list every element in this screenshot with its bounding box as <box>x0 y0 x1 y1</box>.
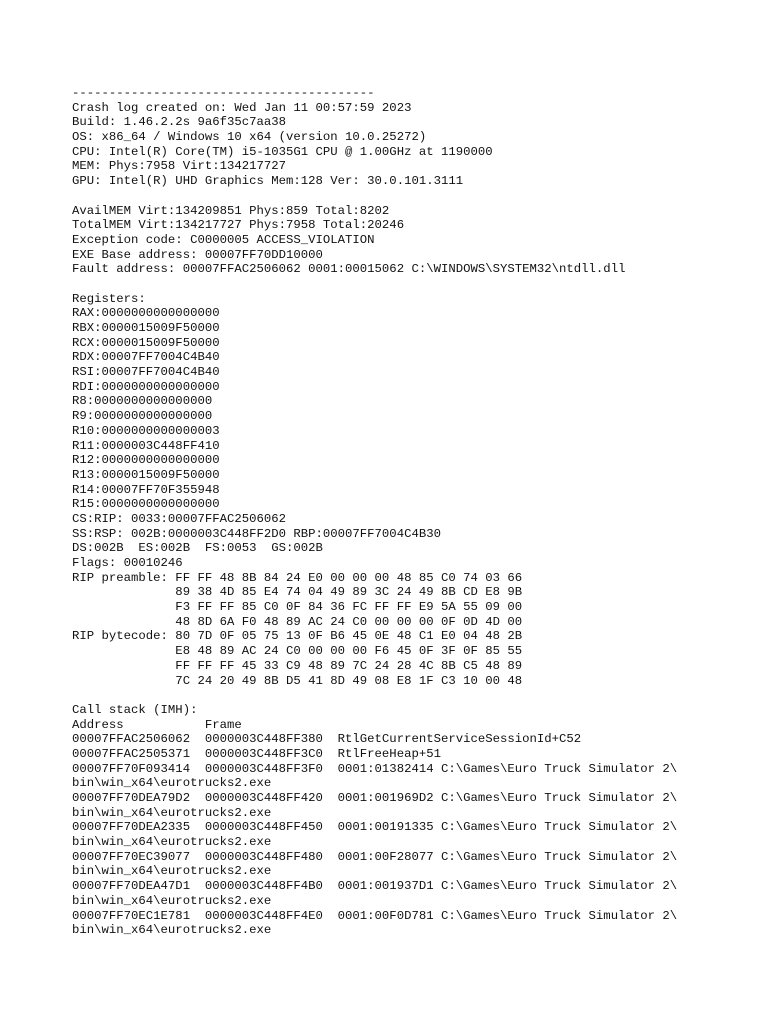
log-call-stack-path: bin\win_x64\eurotrucks2.exe <box>72 835 272 850</box>
log-separator: ----------------------------------------- <box>72 86 375 100</box>
log-gpu-line: GPU: Intel(R) UHD Graphics Mem:128 Ver: 30.0.101.3111 <box>72 174 464 189</box>
log-rip-bytecode-line: FF FF FF 45 33 C9 48 89 7C 24 28 4C 8B C5 48 89 <box>72 658 523 673</box>
log-register-line: R8:0000000000000000 <box>72 394 213 409</box>
log-os-line: OS: x86_64 / Windows 10 x64 (version 10.0.25272) <box>72 130 427 145</box>
log-call-stack-path: bin\win_x64\eurotrucks2.exe <box>72 923 272 938</box>
log-mem-line: MEM: Phys:7958 Virt:134217727 <box>72 159 287 174</box>
log-register-line: RSI:00007FF7004C4B40 <box>72 365 220 380</box>
log-created-line: Crash log created on: Wed Jan 11 00:57:59 2023 <box>72 100 412 115</box>
log-register-line: RDX:00007FF7004C4B40 <box>72 350 220 365</box>
log-rip-preamble-line: RIP preamble: FF FF 48 8B 84 24 E0 00 00 00 48 85 C0 74 03 66 <box>72 570 523 585</box>
log-exe-base-line: EXE Base address: 00007FF70DD10000 <box>72 247 323 262</box>
log-segment-line: CS:RIP: 0033:00007FFAC2506062 <box>72 511 287 526</box>
log-blank-line <box>72 688 752 703</box>
log-call-stack-frame: 00007FF70DEA2335 0000003C448FF450 0001:00191335 C:\Games\Euro Truck Simulator 2\ <box>72 820 678 835</box>
log-call-stack-frame: 00007FF70EC39077 0000003C448FF480 0001:00F28077 C:\Games\Euro Truck Simulator 2\ <box>72 849 678 864</box>
log-call-stack-frame: 00007FF70F093414 0000003C448FF3F0 0001:01382414 C:\Games\Euro Truck Simulator 2\ <box>72 761 678 776</box>
log-register-line: R11:0000003C448FF410 <box>72 438 220 453</box>
log-register-line: RDI:0000000000000000 <box>72 379 220 394</box>
log-availmem-line: AvailMEM Virt:134209851 Phys:859 Total:8202 <box>72 203 390 218</box>
log-blank-line <box>72 277 752 292</box>
log-register-line: R14:00007FF70F355948 <box>72 482 220 497</box>
log-register-line: R12:0000000000000000 <box>72 453 220 468</box>
log-rip-preamble-line: F3 FF FF 85 C0 0F 84 36 FC FF FF E9 5A 55 09 00 <box>72 600 523 615</box>
log-register-line: R15:0000000000000000 <box>72 497 220 512</box>
log-call-stack-frame: 00007FF70DEA79D2 0000003C448FF420 0001:001969D2 C:\Games\Euro Truck Simulator 2\ <box>72 791 678 805</box>
log-blank-line <box>72 189 752 204</box>
log-build-line: Build: 1.46.2.2s 9a6f35c7aa38 <box>72 115 287 130</box>
log-call-stack-heading: Call stack (IMH): <box>72 702 198 717</box>
log-rip-preamble-line: 89 38 4D 85 E4 74 04 49 89 3C 24 49 8B CD E8 9B <box>72 585 523 600</box>
log-call-stack-frame: 00007FFAC2506062 0000003C448FF380 RtlGetCurrentServiceSessionId+C52 <box>72 732 582 747</box>
log-segment-line: SS:RSP: 002B:0000003C448FF2D0 RBP:00007FF7004C4B30 <box>72 526 441 541</box>
log-call-stack-header: Address Frame <box>72 717 242 732</box>
log-call-stack-frame: 00007FF70EC1E781 0000003C448FF4E0 0001:00F0D781 C:\Games\Euro Truck Simulator 2\ <box>72 908 678 923</box>
log-call-stack-path: bin\win_x64\eurotrucks2.exe <box>72 864 272 879</box>
log-call-stack-path: bin\win_x64\eurotrucks2.exe <box>72 893 272 908</box>
log-call-stack-frame: 00007FFAC2505371 0000003C448FF3C0 RtlFreeHeap+51 <box>72 746 441 761</box>
log-rip-bytecode-line: E8 48 89 AC 24 C0 00 00 00 F6 45 0F 3F 0F 85 55 <box>72 644 523 659</box>
log-rip-bytecode-line: RIP bytecode: 80 7D 0F 05 75 13 0F B6 45 0E 48 C1 E0 04 48 2B <box>72 629 523 644</box>
log-call-stack-path: bin\win_x64\eurotrucks2.exe <box>72 805 272 820</box>
log-call-stack-path: bin\win_x64\eurotrucks2.exe <box>72 776 272 791</box>
log-register-line: RAX:0000000000000000 <box>72 306 220 321</box>
log-register-line: R10:0000000000000003 <box>72 423 220 438</box>
log-segment-line: DS:002B ES:002B FS:0053 GS:002B <box>72 541 323 556</box>
log-rip-bytecode-line: 7C 24 20 49 8B D5 41 8D 49 08 E8 1F C3 10 00 48 <box>72 673 523 688</box>
log-exception-line: Exception code: C0000005 ACCESS_VIOLATION <box>72 232 375 247</box>
log-registers-heading: Registers: <box>72 291 146 306</box>
log-register-line: RCX:0000015009F50000 <box>72 335 220 350</box>
log-totalmem-line: TotalMEM Virt:134217727 Phys:7958 Total:20246 <box>72 218 405 233</box>
log-register-line: RBX:0000015009F50000 <box>72 321 220 335</box>
log-register-line: R13:0000015009F50000 <box>72 467 220 482</box>
log-call-stack-frame: 00007FF70DEA47D1 0000003C448FF4B0 0001:001937D1 C:\Games\Euro Truck Simulator 2\ <box>72 879 678 894</box>
log-cpu-line: CPU: Intel(R) Core(TM) i5-1035G1 CPU @ 1.00GHz at 1190000 <box>72 144 493 159</box>
log-rip-preamble-line: 48 8D 6A F0 48 89 AC 24 C0 00 00 00 0F 0D 4D 00 <box>72 614 523 629</box>
crash-log-text <box>72 86 752 938</box>
log-fault-address-line: Fault address: 00007FFAC2506062 0001:00015062 C:\WINDOWS\SYSTEM32\ntdll.dll <box>72 262 626 277</box>
log-flags-line: Flags: 00010246 <box>72 556 183 570</box>
log-register-line: R9:0000000000000000 <box>72 409 213 424</box>
